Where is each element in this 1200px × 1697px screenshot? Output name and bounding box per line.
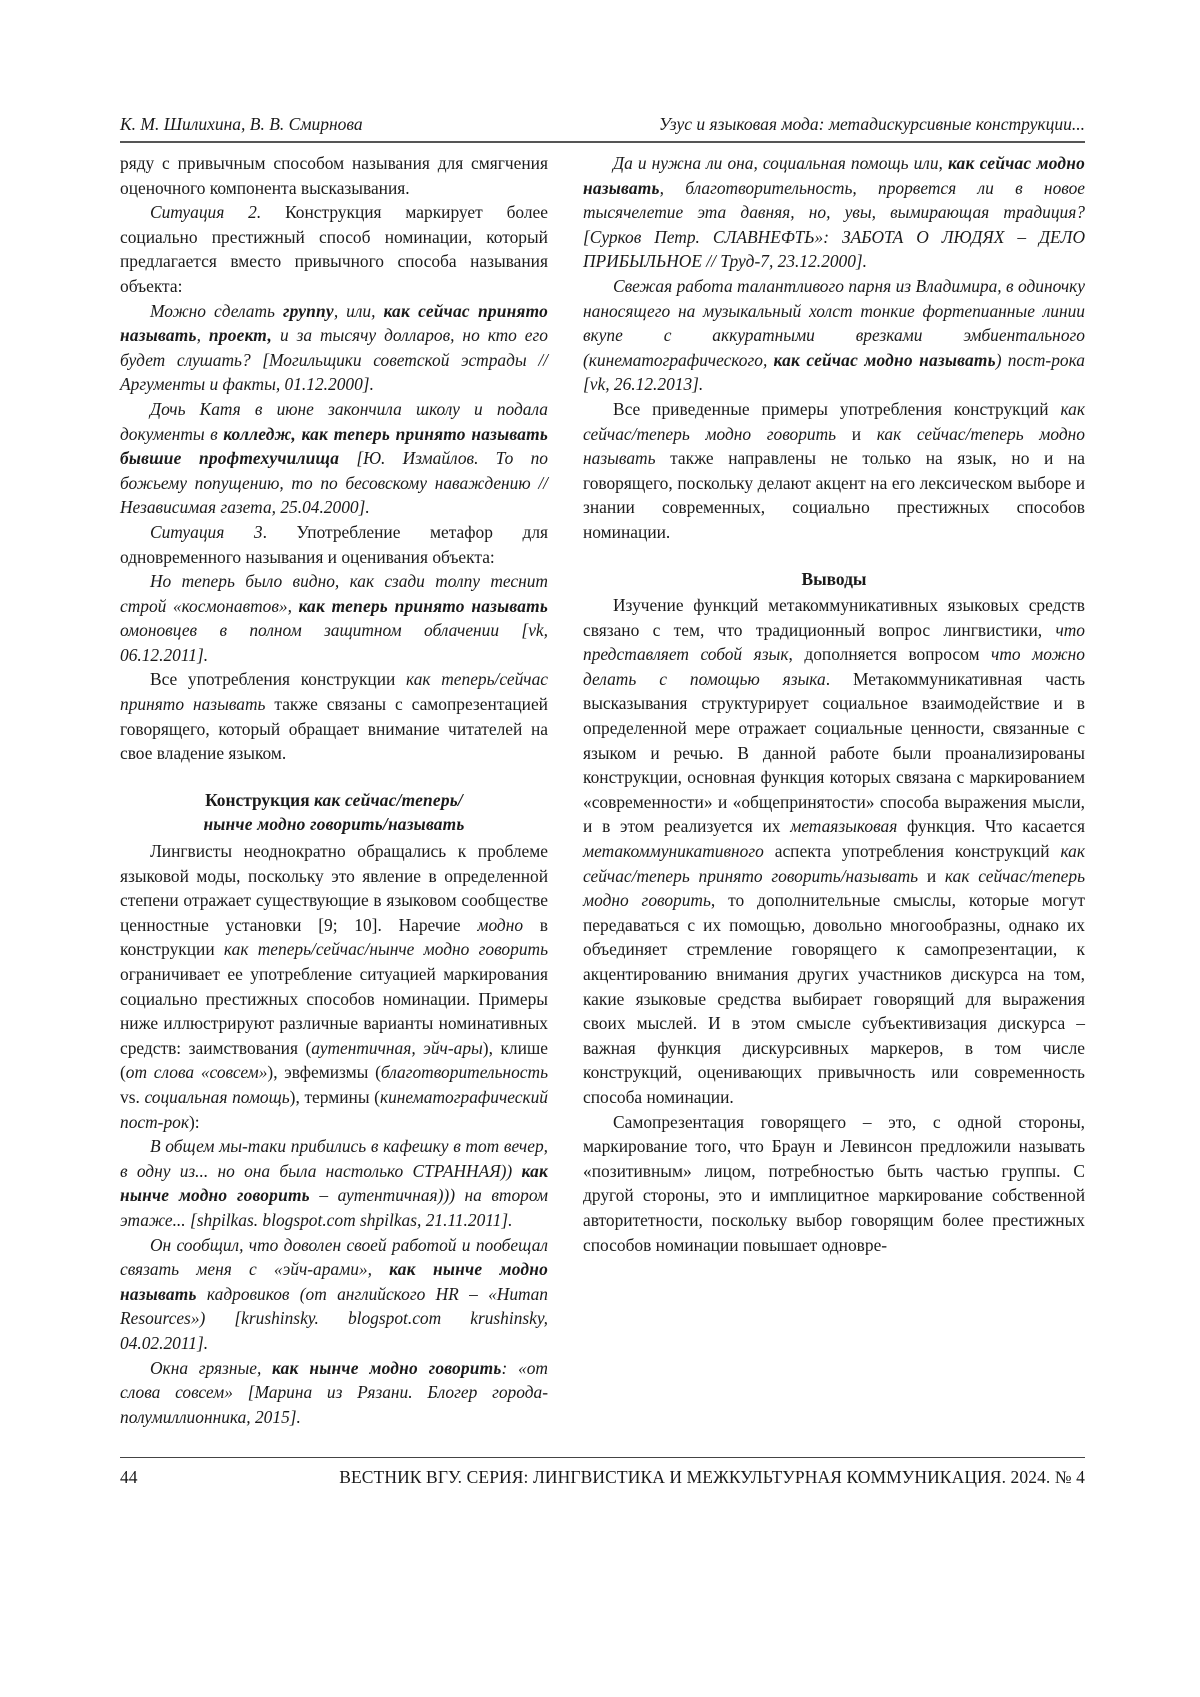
paragraph bbox=[583, 151, 1085, 274]
text-run: Конструкция bbox=[205, 790, 314, 810]
text-run: также направлены не только на язык, но и на говорящего, поскольку делают акцент на его лексическом выборе и знании современных, социально престижных способов номинации. bbox=[583, 448, 1085, 542]
italic-text: , благотворительность, прорвется ли в новое тысячелетие эта давняя, но, увы, вымирающая традиция? [Сурков Петр. СЛАВНЕФТЬ»: ЗАБОТА О ЛЮДЯХ – ДЕЛО ПРИБЫЛЬНОЕ // Труд-7, 23.12.2000]. bbox=[583, 178, 1085, 272]
highlighted-construction: как сейчас принято называть bbox=[120, 301, 548, 346]
italic-text: метаязыковая bbox=[790, 816, 897, 836]
italic-text: омоновцев в полном защитном облачении [vk, 06.12.2011]. bbox=[120, 620, 548, 665]
italic-text: аутентичная, эйч-ары bbox=[311, 1038, 483, 1058]
paragraph bbox=[120, 839, 548, 1134]
paragraph bbox=[583, 593, 1085, 1109]
text-run: Конструкция маркирует более социально престижный способ номинации, который предлагается вместо привычного способа называния объекта: bbox=[120, 202, 548, 296]
paragraph bbox=[120, 1134, 548, 1232]
italic-text: как теперь/сейчас принято называть bbox=[120, 669, 548, 714]
text-run: Выводы bbox=[801, 569, 866, 589]
highlighted-construction: как нынче модно говорить bbox=[120, 1161, 548, 1206]
paragraph bbox=[120, 200, 548, 298]
journal-title: ВЕСТНИК ВГУ. СЕРИЯ: ЛИНГВИСТИКА И МЕЖКУЛЬТУРНАЯ КОММУНИКАЦИЯ. 2024. № 4 bbox=[339, 1467, 1085, 1488]
text-run: в конструкции bbox=[120, 915, 548, 960]
footer-rule bbox=[120, 1457, 1085, 1458]
highlighted-construction: как сейчас модно называть bbox=[583, 153, 1085, 198]
left-column bbox=[120, 151, 548, 1429]
text-run: Все приведенные примеры употребления конструкций bbox=[613, 399, 1060, 419]
text-run: Изучение функций метакоммуникативных языковых средств связано с тем, что традиционный вопрос лингвистики, bbox=[583, 595, 1085, 640]
italic-text: В общем мы-таки прибились в кафешку в тот вечер, в одну из... но она была настолько СТРАННАЯ)) bbox=[120, 1136, 548, 1181]
italic-text: модно bbox=[477, 915, 523, 935]
text-run: ), клише ( bbox=[120, 1038, 548, 1083]
italic-text: кадровиков (от английского HR – «Human Resources») [krushinsky. blogspot.com krushinsky, 04.02.2011]. bbox=[120, 1284, 548, 1353]
italic-text: Но теперь было видно, как сзади толпу теснит строй «космонавтов», bbox=[120, 571, 548, 616]
text-run: Все употребления конструкции bbox=[150, 669, 406, 689]
section-heading bbox=[120, 788, 548, 837]
italic-text: Он сообщил, что доволен своей работой и пообещал связать меня с «эйч-арами», bbox=[120, 1235, 548, 1280]
italic-text: Ситуация 2. bbox=[150, 202, 261, 222]
paragraph bbox=[583, 397, 1085, 545]
text-run: ): bbox=[189, 1112, 200, 1132]
italic-text: как сейчас/теперь модно говорить bbox=[583, 399, 1085, 444]
paragraph bbox=[120, 397, 548, 520]
section-heading bbox=[583, 567, 1085, 592]
highlighted-construction: как теперь принято называть bbox=[298, 596, 548, 616]
italic-text: как сейчас/теперь модно называть bbox=[583, 424, 1085, 469]
highlighted-construction: как сейчас/теперь/ bbox=[314, 790, 463, 810]
italic-text: метакоммуникативного bbox=[583, 841, 764, 861]
italic-text: кинематографический пост-рок bbox=[120, 1087, 548, 1132]
italic-text: как сейчас/теперь модно говорить bbox=[583, 866, 1085, 911]
header-running-title: Узус и языковая мода: метадискурсивные конструкции... bbox=[659, 114, 1085, 135]
text-run: функция. Что касается bbox=[897, 816, 1085, 836]
text-run: , то дополнительные смыслы, которые могут передаваться с их помощью, довольно многообразны, однако их объединяет стремление говорящего к самопрезентации, к акцентированию внимания других участников дискурса на том, какие языковые средства выбирает говорящий для выражения своих мыслей. И в этом смысле субъективизация дискурса – важная функция дискурсивных маркеров, в том числе конструкций, оценивающих привычность или современность способа номинации. bbox=[583, 890, 1085, 1107]
italic-text: Ситуация 3 bbox=[150, 522, 263, 542]
italic-text: Окна грязные, bbox=[150, 1358, 272, 1378]
italic-text: , bbox=[197, 325, 209, 345]
text-run: , дополняется вопросом bbox=[788, 644, 991, 664]
italic-text: ) пост-рока [vk, 26.12.2013]. bbox=[583, 350, 1085, 395]
italic-text: Можно сделать bbox=[150, 301, 283, 321]
italic-text: , или, bbox=[334, 301, 384, 321]
paragraph bbox=[583, 1110, 1085, 1258]
text-run: ), термины ( bbox=[290, 1087, 380, 1107]
italic-text: – аутентичная))) на втором этаже... [shpilkas. blogspot.com shpilkas, 21.11.2011]. bbox=[120, 1185, 548, 1230]
text-run: . Употребление метафор для одновременного называния и оценивания объекта: bbox=[120, 522, 548, 567]
italic-text: : «от слова совсем» [Марина из Рязани. Блогер города-полумиллионника, 2015]. bbox=[120, 1358, 548, 1427]
italic-text: Дочь Катя в июне закончила школу и подала документы в bbox=[120, 399, 548, 444]
text-run: . Метакоммуникативная часть высказывания структурирует социальное взаимодействие и в определенной мере отражает социальные ценности, связанные с языком и речью. В данной работе были проанализированы конструкции, основная функция которых связана с маркированием «современности» и «общепринятости» способа выражения мысли, и в этом реализуется их bbox=[583, 669, 1085, 837]
highlighted-construction: нынче модно говорить/называть bbox=[203, 814, 464, 834]
text-run: vs. bbox=[120, 1087, 144, 1107]
italic-text: как сейчас/теперь принято говорить/называть bbox=[583, 841, 1085, 886]
paragraph bbox=[120, 151, 548, 200]
paragraph bbox=[120, 520, 548, 569]
text-run: ряду с привычным способом называния для смягчения оценочного компонента высказывания. bbox=[120, 153, 548, 198]
text-run: Самопрезентация говорящего – это, с одной стороны, маркирование того, что Браун и Левинсон предложили называть «позитивным» лицом, потребностью быть частью группы. С другой стороны, это и имплицитное маркирование собственной авторитетности, поскольку выбор говорящим более престижных способов номинации повышает одновре- bbox=[583, 1112, 1085, 1255]
italic-text: что можно делать с помощью языка bbox=[583, 644, 1085, 689]
italic-text: от слова «совсем» bbox=[126, 1062, 268, 1082]
italic-text: что представляет собой язык bbox=[583, 620, 1085, 665]
page-number: 44 bbox=[120, 1467, 138, 1488]
italic-text: благотворительность bbox=[381, 1062, 548, 1082]
text-run: ), эвфемизмы ( bbox=[267, 1062, 380, 1082]
paragraph bbox=[120, 1233, 548, 1356]
text-run: и bbox=[918, 866, 945, 886]
paragraph bbox=[583, 274, 1085, 397]
italic-text: Да и нужна ли она, социальная помощь или, bbox=[613, 153, 948, 173]
paragraph bbox=[120, 299, 548, 397]
italic-text: [Ю. Измайлов. То по божьему попущению, то по бесовскому наваждению // Независимая газета, 25.04.2000]. bbox=[120, 448, 548, 517]
right-column bbox=[583, 151, 1085, 1257]
text-run: ограничивает ее употребление ситуацией маркирования социально престижных способов номинации. Примеры ниже иллюстрируют различные варианты номинативных средств: заимствования ( bbox=[120, 964, 548, 1058]
highlighted-construction: проект, bbox=[209, 325, 272, 345]
text-run: аспекта употребления конструкций bbox=[764, 841, 1061, 861]
running-header bbox=[120, 114, 1085, 140]
highlighted-construction: колледж, как теперь принято называть бывшие профтехучилища bbox=[120, 424, 548, 469]
highlighted-construction: как нынче модно говорить bbox=[272, 1358, 502, 1378]
header-authors: К. М. Шилихина, В. В. Смирнова bbox=[120, 114, 363, 135]
paragraph bbox=[120, 667, 548, 765]
text-run: также связаны с самопрезентацией говорящего, который обращает внимание читателей на свое владение языком. bbox=[120, 694, 548, 763]
highlighted-construction: как сейчас модно называть bbox=[774, 350, 996, 370]
paragraph bbox=[120, 1356, 548, 1430]
paragraph bbox=[120, 569, 548, 667]
italic-text: как теперь/сейчас/нынче модно говорить bbox=[224, 939, 548, 959]
text-run: и bbox=[836, 424, 877, 444]
italic-text: Свежая работа талантливого парня из Владимира, в одиночку наносящего на музыкальный холст тонкие фортепианные линии вкупе с аккуратными врезками эмбиентального (кинематографического, bbox=[583, 276, 1085, 370]
highlighted-construction: как нынче модно называть bbox=[120, 1259, 548, 1304]
highlighted-construction: группу bbox=[283, 301, 334, 321]
italic-text: социальная помощь bbox=[144, 1087, 289, 1107]
header-rule bbox=[120, 141, 1085, 143]
text-run: Лингвисты неоднократно обращались к проблеме языковой моды, поскольку это явление в определенной степени отражает существующие в языковом сообществе ценностные установки [9; 10]. Наречие bbox=[120, 841, 548, 935]
italic-text: и за тысячу долларов, но кто его будет слушать? [Могильщики советской эстрады // Аргументы и факты, 01.12.2000]. bbox=[120, 325, 548, 394]
